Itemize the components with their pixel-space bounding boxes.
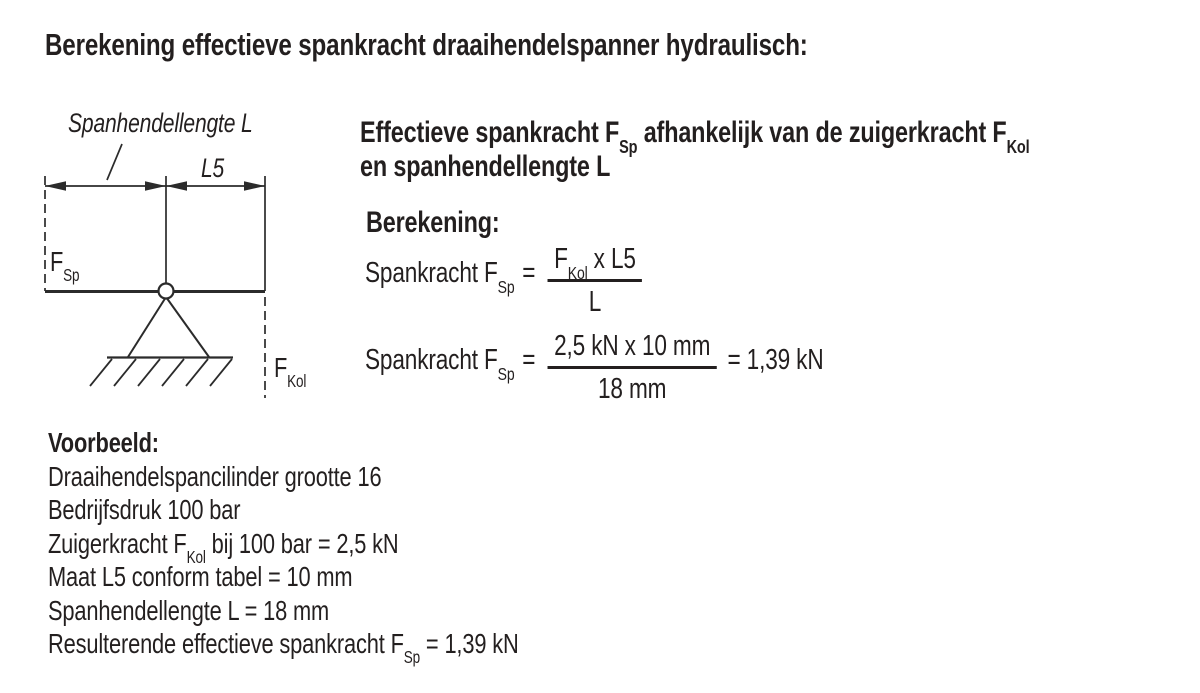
support-triangle-left-leg [128, 297, 166, 357]
arrow-left-outward [45, 181, 66, 191]
example-line: Resulterende effectieve spankracht $F_{Sp} = 1,39$ kN [48, 628, 519, 668]
arrow-mid-right [166, 181, 187, 191]
calculation-label: Berekening: [366, 206, 500, 239]
example-block [48, 426, 651, 668]
arrow-mid-left [145, 181, 166, 191]
clamping-force-label [50, 246, 80, 286]
example-line: Maat L5 conform tabel = 10 mm [48, 561, 353, 592]
formula2-result: = 1,39 kN [727, 344, 824, 376]
formula1-numerator: $F_{Kol}$ x L5 [548, 244, 642, 282]
example-line: Bedrijfsdruk 100 bar [48, 494, 241, 525]
formula2-lhs: Spankracht $F_{Sp}$ [365, 344, 515, 384]
page-title: Berekening effectieve spankracht draaihendelspanner hydraulisch: [45, 27, 808, 62]
equals-sign: = [522, 257, 536, 289]
formula1-denominator: L [588, 286, 602, 318]
label-leader-line [107, 144, 122, 180]
fsp-subscript: Sp [63, 265, 80, 286]
fkol-symbol: F [274, 352, 288, 383]
fsp-symbol: F [50, 246, 64, 277]
example-line: Zuigerkracht $F_{Kol}$ bij 100 bar = 2,5 kN [48, 527, 399, 567]
pivot-circle [159, 284, 174, 299]
formula-numeric [365, 331, 824, 404]
explanation-heading [360, 116, 1029, 184]
formula-symbolic [365, 244, 642, 317]
formula2-denominator: 18 mm [598, 373, 667, 405]
formula1-fraction [548, 244, 642, 317]
equals-sign: = [522, 344, 536, 376]
ground-hatching [90, 359, 232, 386]
piston-force-label [274, 352, 307, 392]
formula2-fraction [548, 331, 717, 404]
example-line: Spanhendellengte L = 18 mm [48, 594, 330, 626]
arrow-right-outward [244, 181, 265, 191]
explanation-heading-line2: en spanhendellengte L [360, 150, 611, 183]
l5-dimension-label: L5 [201, 153, 225, 183]
support-triangle-right-leg [166, 297, 209, 357]
formula1-lhs: Spankracht $F_{Sp}$ [365, 257, 515, 297]
fkol-subscript: Kol [287, 371, 307, 392]
formula2-numerator: 2,5 kN x 10 mm [548, 331, 717, 369]
explanation-heading-line1: Effectieve spankracht $F_{Sp}$ afhankelijk van de zuigerkracht $F_{Kol}$ [360, 116, 1030, 158]
example-heading: Voorbeeld: [48, 427, 159, 458]
example-line: Draaihendelspancilinder grootte 16 [48, 460, 382, 492]
lever-length-label: Spanhendellengte L [68, 108, 253, 138]
lever-diagram [0, 100, 340, 420]
